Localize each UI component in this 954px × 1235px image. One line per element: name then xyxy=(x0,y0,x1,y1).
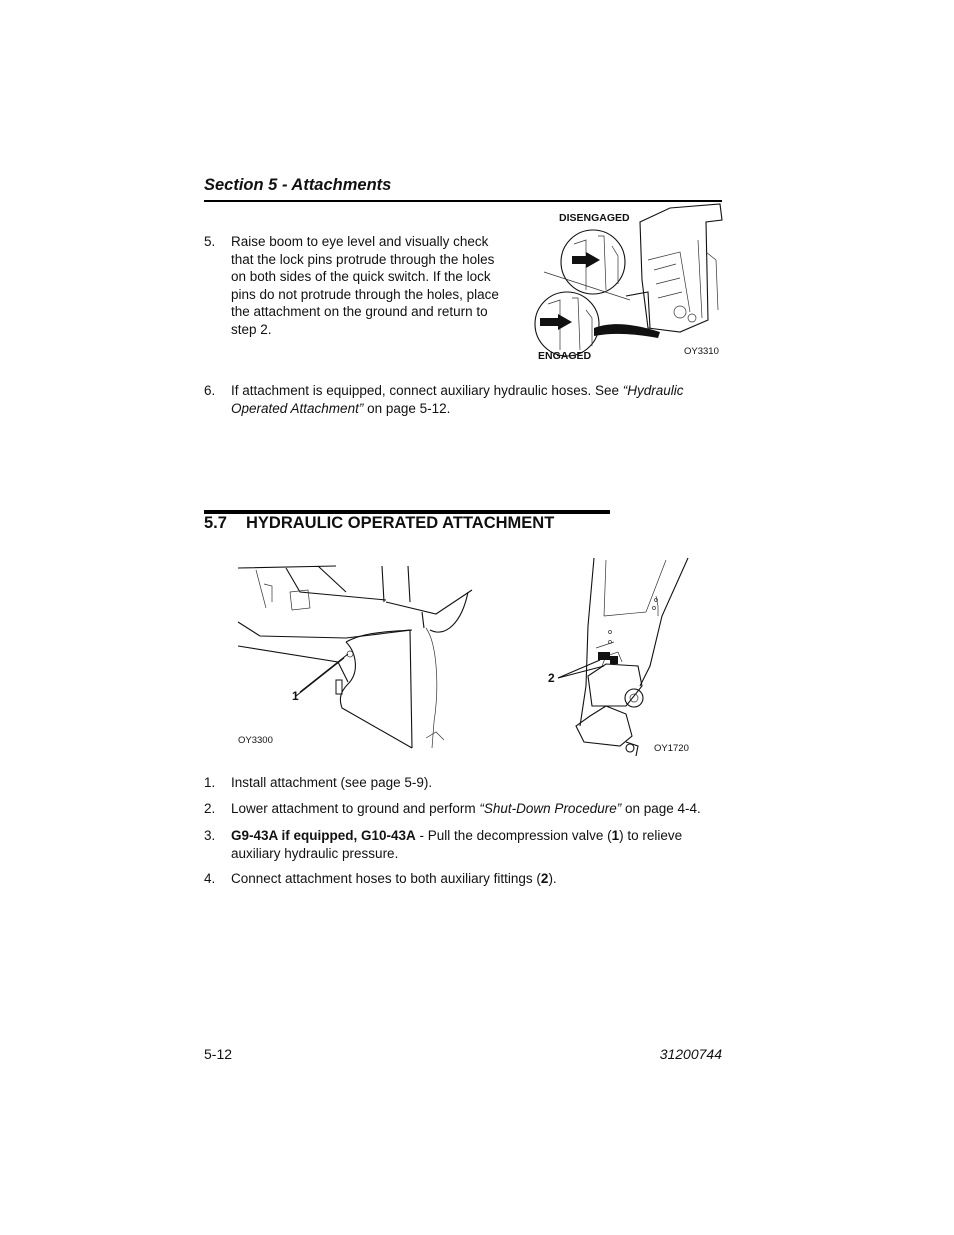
step-text-part: ) to relieve xyxy=(619,828,683,843)
step-2 xyxy=(204,800,724,818)
step-number: 6. xyxy=(204,383,216,398)
figure-code-oy1720: OY1720 xyxy=(654,743,689,754)
figure-code-oy3310: OY3310 xyxy=(684,346,719,357)
step-text-part: - Pull the decompression valve ( xyxy=(415,828,612,843)
callout-2: 2 xyxy=(548,671,555,685)
section-header: Section 5 - Attachments xyxy=(204,176,392,194)
step-number: 4. xyxy=(204,871,216,886)
step-4 xyxy=(204,870,714,888)
engaged-label: ENGAGED xyxy=(538,350,592,362)
step-5 xyxy=(204,233,504,339)
step-text: Install attachment (see page 5-9). xyxy=(231,775,433,790)
step-text xyxy=(231,827,682,862)
disengaged-label: DISENGAGED xyxy=(559,212,630,224)
step-text-part: auxiliary hydraulic pressure. xyxy=(231,845,399,861)
callout-1: 1 xyxy=(292,689,299,703)
step-number: 1. xyxy=(204,775,216,790)
step-text xyxy=(231,382,715,417)
step-text-part: on page 4-4. xyxy=(621,801,701,816)
step-text-part: Connect attachment hoses to both auxiliary fittings ( xyxy=(231,871,541,886)
step-text-part: If attachment is equipped, connect auxiliary hydraulic hoses. See xyxy=(231,383,623,398)
cross-reference-link[interactable]: “Shut-Down Procedure” xyxy=(479,801,622,816)
quick-switch-illustration xyxy=(530,200,725,350)
model-applicability: G9-43A if equipped, G10-43A xyxy=(231,828,416,843)
step-3 xyxy=(204,827,724,863)
step-number: 5. xyxy=(204,234,216,249)
step-number: 3. xyxy=(204,828,216,843)
section-number: 5.7 xyxy=(204,514,227,532)
step-text xyxy=(231,870,557,888)
callout-reference: 2 xyxy=(540,871,549,886)
figure-code-oy3300: OY3300 xyxy=(238,735,273,746)
step-text-part: on page 5-12. xyxy=(363,400,451,416)
document-number: 31200744 xyxy=(659,1046,722,1062)
callout-reference: 1 xyxy=(611,828,620,843)
page-number: 5-12 xyxy=(204,1046,233,1062)
decompression-valve-illustration xyxy=(236,562,476,752)
auxiliary-fittings-illustration xyxy=(566,556,694,760)
step-1 xyxy=(204,774,714,792)
step-text-part: Lower attachment to ground and perform xyxy=(231,801,480,816)
cross-reference-link[interactable]: “Hydraulic Operated Attachment” xyxy=(231,383,684,416)
step-text-part: ). xyxy=(548,871,557,886)
section-heading xyxy=(204,514,554,533)
step-number: 2. xyxy=(204,801,216,816)
step-6 xyxy=(204,382,714,418)
section-title: HYDRAULIC OPERATED ATTACHMENT xyxy=(246,514,555,532)
step-text: Raise boom to eye level and visually check that the lock pins protrude through the holes on both sides of the quick switch. If the lock pins do not protrude through the holes, place the attachment on the ground and return to step 2. xyxy=(231,234,499,337)
step-text xyxy=(231,800,701,818)
